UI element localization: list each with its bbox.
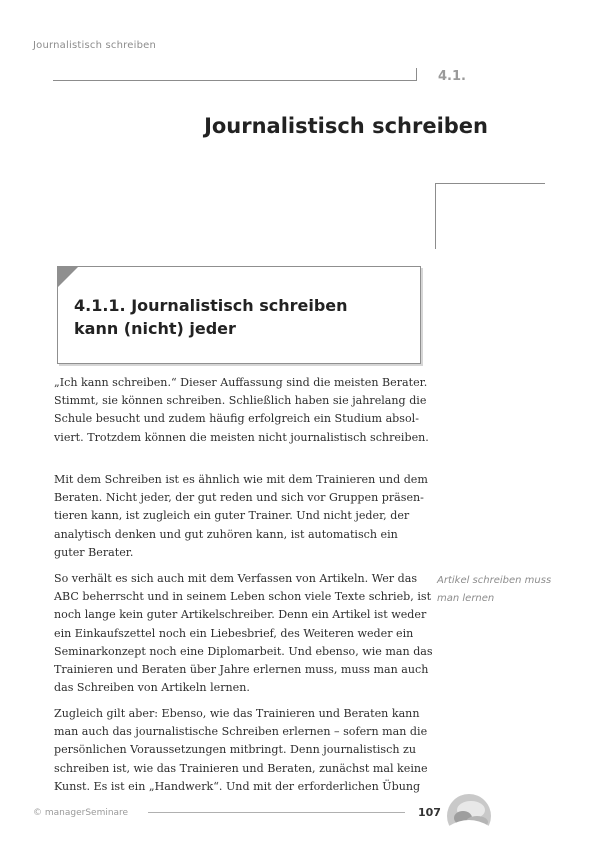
text-line: Seminarkonzept noch eine Diplomarbeit. Und ebenso, wie man das (54, 644, 433, 658)
margin-note-line: man lernen (437, 593, 495, 604)
page-number: 107 (418, 806, 441, 819)
footer-rule (148, 812, 405, 813)
paragraph (54, 570, 433, 697)
folded-corner-icon (57, 266, 79, 288)
corner-rule-vertical (435, 183, 436, 249)
text-line: „Ich kann schreiben.“ Dieser Auffassung sind die meisten Berater. (54, 376, 428, 389)
paragraph (54, 374, 429, 447)
text-line: persönlichen Voraussetzungen mitbringt. Denn journalistisch zu (54, 743, 416, 757)
text-line: schreiben ist, wie das Trainieren und Beraten, zunächst mal keine (54, 761, 428, 775)
margin-note (437, 572, 551, 608)
header-rule (53, 80, 417, 81)
section-title (74, 294, 404, 340)
author-thumbnail-image (445, 792, 493, 832)
text-line: das Schreiben von Artikeln lernen. (54, 681, 250, 695)
text-line: man auch das journalistische Schreiben erlernen – sofern man die (54, 725, 428, 739)
text-line: Trainieren und Beraten über Jahre erlernen muss, muss man auch (54, 663, 429, 677)
chapter-number: 4.1. (438, 69, 466, 84)
running-head: Journalistisch schreiben (33, 40, 157, 51)
text-line: Kunst. Es ist ein „Handwerk“. Und mit der erforderlichen Übung (54, 779, 421, 793)
text-line: Zugleich gilt aber: Ebenso, wie das Trainieren und Beraten kann (54, 707, 420, 720)
text-line: viert. Trotzdem können die meisten nicht journalistisch schreiben. (54, 430, 429, 444)
text-line: noch lange kein guter Artikelschreiber. Denn ein Artikel ist weder (54, 608, 427, 622)
text-line: ein Einkaufszettel noch ein Liebesbrief, des Weiteren weder ein (54, 626, 414, 640)
corner-rule-horizontal (435, 183, 545, 184)
text-line: Stimmt, sie können schreiben. Schließlich haben sie jahrelang die (54, 394, 427, 408)
text-line: Mit dem Schreiben ist es ähnlich wie mit dem Trainieren und dem (54, 473, 428, 486)
text-line: analytisch denken und gut zuhören kann, ist automatisch ein (54, 527, 398, 541)
section-title-line: 4.1.1. Journalistisch schreiben (74, 296, 348, 315)
section-title-line: kann (nicht) jeder (74, 319, 236, 338)
text-line: ABC beherrscht und in seinem Leben schon viele Texte schrieb, ist (54, 590, 432, 604)
footer-copyright: © managerSeminare (33, 808, 129, 818)
paragraph (54, 705, 428, 796)
header-rule-tick (416, 68, 417, 81)
chapter-title: Journalistisch schreiben (204, 114, 488, 138)
margin-note-line: Artikel schreiben muss (437, 575, 552, 586)
text-line: guter Berater. (54, 545, 134, 559)
text-line: Schule besucht und zudem häufig erfolgreich ein Studium absol- (54, 412, 419, 426)
paragraph (54, 471, 428, 562)
text-line: So verhält es sich auch mit dem Verfassen von Artikeln. Wer das (54, 572, 418, 585)
text-line: Beraten. Nicht jeder, der gut reden und sich vor Gruppen präsen- (54, 491, 424, 505)
text-line: tieren kann, ist zugleich ein guter Trainer. Und nicht jeder, der (54, 509, 410, 523)
